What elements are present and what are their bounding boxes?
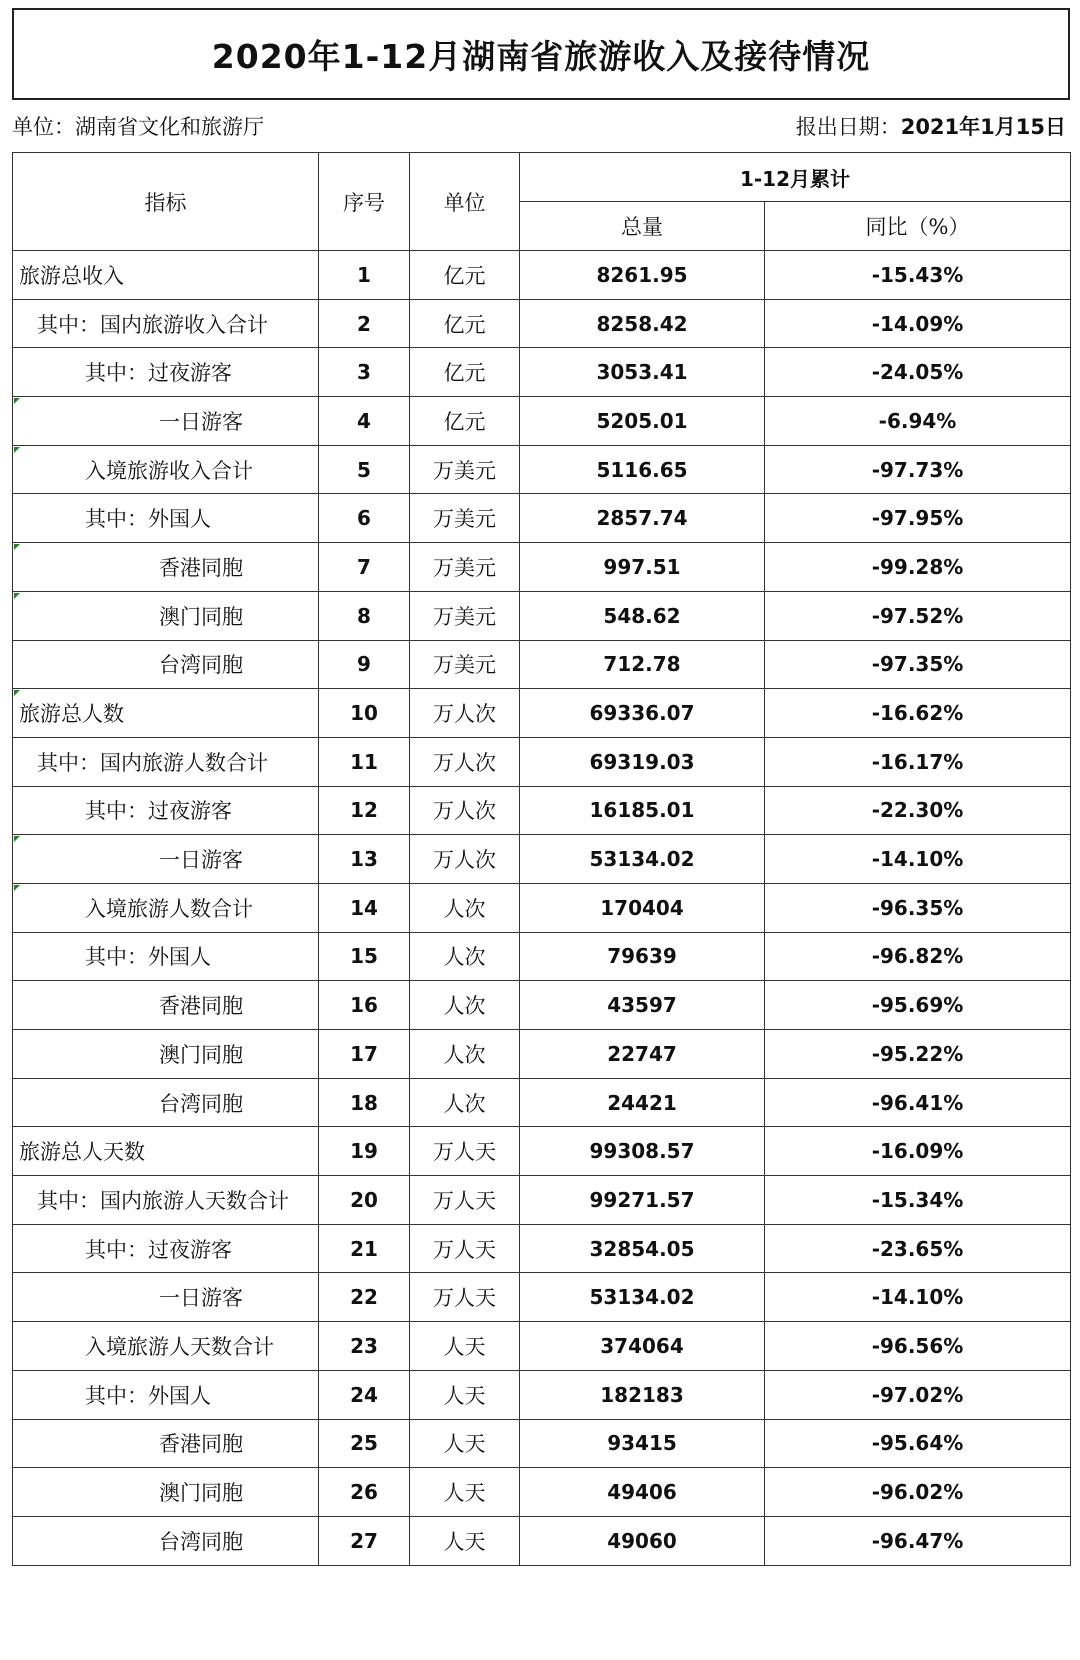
header-indicator: 指标 bbox=[13, 153, 319, 251]
report-date bbox=[796, 111, 1070, 141]
report-title: 2020年1-12月湖南省旅游收入及接待情况 bbox=[211, 36, 871, 76]
unit-cell: 万人次 bbox=[410, 835, 520, 884]
indicator-cell: 香港同胞 bbox=[13, 543, 319, 592]
yoy-cell: -97.02% bbox=[765, 1370, 1071, 1419]
seq-cell: 7 bbox=[319, 543, 410, 592]
yoy-cell: -6.94% bbox=[765, 397, 1071, 446]
total-cell: 2857.74 bbox=[520, 494, 765, 543]
indicator-cell: 其中：过夜游客 bbox=[13, 1224, 319, 1273]
seq-cell: 21 bbox=[319, 1224, 410, 1273]
indicator-cell: 其中：国内旅游人天数合计 bbox=[13, 1176, 319, 1225]
indicator-cell: 其中：过夜游客 bbox=[13, 348, 319, 397]
seq-cell: 24 bbox=[319, 1370, 410, 1419]
total-cell: 69336.07 bbox=[520, 689, 765, 738]
unit-cell: 亿元 bbox=[410, 397, 520, 446]
indicator-cell: 入境旅游收入合计 bbox=[13, 445, 319, 494]
indicator-cell: 其中：国内旅游人数合计 bbox=[13, 737, 319, 786]
report-sheet bbox=[12, 8, 1070, 1566]
total-cell: 99308.57 bbox=[520, 1127, 765, 1176]
table-row bbox=[13, 1273, 1071, 1322]
total-cell: 374064 bbox=[520, 1322, 765, 1371]
unit-cell: 人次 bbox=[410, 1030, 520, 1079]
indicator-cell: 旅游总收入 bbox=[13, 251, 319, 300]
header-row bbox=[13, 153, 1071, 202]
seq-cell: 22 bbox=[319, 1273, 410, 1322]
yoy-cell: -96.56% bbox=[765, 1322, 1071, 1371]
unit-cell: 人次 bbox=[410, 932, 520, 981]
unit-cell: 人天 bbox=[410, 1468, 520, 1517]
seq-cell: 15 bbox=[319, 932, 410, 981]
unit-cell: 人天 bbox=[410, 1419, 520, 1468]
unit-cell: 万美元 bbox=[410, 543, 520, 592]
indicator-cell: 澳门同胞 bbox=[13, 1468, 319, 1517]
indicator-cell: 香港同胞 bbox=[13, 1419, 319, 1468]
yoy-cell: -14.10% bbox=[765, 835, 1071, 884]
indicator-cell: 澳门同胞 bbox=[13, 591, 319, 640]
seq-cell: 6 bbox=[319, 494, 410, 543]
indicator-cell: 香港同胞 bbox=[13, 981, 319, 1030]
table-row bbox=[13, 932, 1071, 981]
seq-cell: 26 bbox=[319, 1468, 410, 1517]
table-row bbox=[13, 1370, 1071, 1419]
seq-cell: 18 bbox=[319, 1078, 410, 1127]
date-label: 报出日期： bbox=[795, 115, 901, 139]
yoy-cell: -97.52% bbox=[765, 591, 1071, 640]
report-title-box bbox=[12, 8, 1070, 98]
yoy-cell: -14.10% bbox=[765, 1273, 1071, 1322]
unit-cell: 人天 bbox=[410, 1322, 520, 1371]
yoy-cell: -96.41% bbox=[765, 1078, 1071, 1127]
total-cell: 16185.01 bbox=[520, 786, 765, 835]
unit-cell: 万美元 bbox=[410, 640, 520, 689]
yoy-cell: -96.47% bbox=[765, 1516, 1071, 1565]
total-cell: 8258.42 bbox=[520, 299, 765, 348]
indicator-cell: 台湾同胞 bbox=[13, 1078, 319, 1127]
total-cell: 32854.05 bbox=[520, 1224, 765, 1273]
table-row bbox=[13, 494, 1071, 543]
table-row bbox=[13, 397, 1071, 446]
seq-cell: 25 bbox=[319, 1419, 410, 1468]
header-total: 总量 bbox=[520, 202, 765, 251]
table-row bbox=[13, 640, 1071, 689]
total-cell: 53134.02 bbox=[520, 1273, 765, 1322]
unit-cell: 万美元 bbox=[410, 494, 520, 543]
seq-cell: 20 bbox=[319, 1176, 410, 1225]
yoy-cell: -97.73% bbox=[765, 445, 1071, 494]
table-row bbox=[13, 786, 1071, 835]
total-cell: 5116.65 bbox=[520, 445, 765, 494]
total-cell: 22747 bbox=[520, 1030, 765, 1079]
unit-cell: 万美元 bbox=[410, 591, 520, 640]
indicator-cell: 台湾同胞 bbox=[13, 1516, 319, 1565]
table-row bbox=[13, 1030, 1071, 1079]
seq-cell: 3 bbox=[319, 348, 410, 397]
seq-cell: 12 bbox=[319, 786, 410, 835]
total-cell: 49060 bbox=[520, 1516, 765, 1565]
total-cell: 53134.02 bbox=[520, 835, 765, 884]
total-cell: 997.51 bbox=[520, 543, 765, 592]
seq-cell: 4 bbox=[319, 397, 410, 446]
table-row bbox=[13, 543, 1071, 592]
indicator-cell: 澳门同胞 bbox=[13, 1030, 319, 1079]
yoy-cell: -96.35% bbox=[765, 883, 1071, 932]
unit-cell: 亿元 bbox=[410, 299, 520, 348]
table-row bbox=[13, 348, 1071, 397]
indicator-cell: 旅游总人数 bbox=[13, 689, 319, 738]
unit-cell: 万人天 bbox=[410, 1224, 520, 1273]
indicator-cell: 其中：外国人 bbox=[13, 494, 319, 543]
unit-cell: 人天 bbox=[410, 1516, 520, 1565]
total-cell: 182183 bbox=[520, 1370, 765, 1419]
yoy-cell: -96.02% bbox=[765, 1468, 1071, 1517]
seq-cell: 2 bbox=[319, 299, 410, 348]
unit-cell: 万人次 bbox=[410, 786, 520, 835]
total-cell: 3053.41 bbox=[520, 348, 765, 397]
table-row bbox=[13, 251, 1071, 300]
total-cell: 43597 bbox=[520, 981, 765, 1030]
yoy-cell: -16.62% bbox=[765, 689, 1071, 738]
unit-cell: 人次 bbox=[410, 883, 520, 932]
yoy-cell: -95.64% bbox=[765, 1419, 1071, 1468]
seq-cell: 10 bbox=[319, 689, 410, 738]
yoy-cell: -15.34% bbox=[765, 1176, 1071, 1225]
seq-cell: 14 bbox=[319, 883, 410, 932]
yoy-cell: -15.43% bbox=[765, 251, 1071, 300]
yoy-cell: -97.95% bbox=[765, 494, 1071, 543]
yoy-cell: -96.82% bbox=[765, 932, 1071, 981]
unit-cell: 万人天 bbox=[410, 1273, 520, 1322]
yoy-cell: -97.35% bbox=[765, 640, 1071, 689]
total-cell: 24421 bbox=[520, 1078, 765, 1127]
table-row bbox=[13, 689, 1071, 738]
header-unit: 单位 bbox=[410, 153, 520, 251]
yoy-cell: -23.65% bbox=[765, 1224, 1071, 1273]
total-cell: 49406 bbox=[520, 1468, 765, 1517]
yoy-cell: -95.22% bbox=[765, 1030, 1071, 1079]
table-row bbox=[13, 445, 1071, 494]
indicator-cell: 一日游客 bbox=[13, 397, 319, 446]
header-seq: 序号 bbox=[319, 153, 410, 251]
table-row bbox=[13, 591, 1071, 640]
indicator-cell: 入境旅游人数合计 bbox=[13, 883, 319, 932]
table-row bbox=[13, 1224, 1071, 1273]
unit-cell: 亿元 bbox=[410, 251, 520, 300]
yoy-cell: -99.28% bbox=[765, 543, 1071, 592]
unit-cell: 万人次 bbox=[410, 737, 520, 786]
yoy-cell: -95.69% bbox=[765, 981, 1071, 1030]
total-cell: 99271.57 bbox=[520, 1176, 765, 1225]
seq-cell: 17 bbox=[319, 1030, 410, 1079]
unit-cell: 万人天 bbox=[410, 1127, 520, 1176]
date-value: 2021年1月15日 bbox=[900, 115, 1066, 139]
table-row bbox=[13, 1322, 1071, 1371]
table-row bbox=[13, 883, 1071, 932]
indicator-cell: 其中：外国人 bbox=[13, 1370, 319, 1419]
indicator-cell: 一日游客 bbox=[13, 835, 319, 884]
unit-cell: 亿元 bbox=[410, 348, 520, 397]
seq-cell: 19 bbox=[319, 1127, 410, 1176]
unit-cell: 人天 bbox=[410, 1370, 520, 1419]
yoy-cell: -14.09% bbox=[765, 299, 1071, 348]
seq-cell: 11 bbox=[319, 737, 410, 786]
header-cumulative bbox=[520, 153, 1071, 202]
indicator-cell: 旅游总人天数 bbox=[13, 1127, 319, 1176]
yoy-cell: -16.09% bbox=[765, 1127, 1071, 1176]
table-body bbox=[13, 251, 1071, 1566]
indicator-cell: 其中：过夜游客 bbox=[13, 786, 319, 835]
table-row bbox=[13, 1078, 1071, 1127]
total-cell: 548.62 bbox=[520, 591, 765, 640]
yoy-cell: -16.17% bbox=[765, 737, 1071, 786]
table-row bbox=[13, 1176, 1071, 1225]
header-yoy: 同比（%） bbox=[765, 202, 1071, 251]
total-cell: 79639 bbox=[520, 932, 765, 981]
table-row bbox=[13, 981, 1071, 1030]
unit-cell: 万人天 bbox=[410, 1176, 520, 1225]
yoy-cell: -22.30% bbox=[765, 786, 1071, 835]
unit-cell: 人次 bbox=[410, 981, 520, 1030]
unit-cell: 万美元 bbox=[410, 445, 520, 494]
seq-cell: 5 bbox=[319, 445, 410, 494]
seq-cell: 27 bbox=[319, 1516, 410, 1565]
unit-cell: 万人次 bbox=[410, 689, 520, 738]
indicator-cell: 其中：国内旅游收入合计 bbox=[13, 299, 319, 348]
indicator-cell: 其中：外国人 bbox=[13, 932, 319, 981]
table-row bbox=[13, 737, 1071, 786]
seq-cell: 9 bbox=[319, 640, 410, 689]
table-row bbox=[13, 1468, 1071, 1517]
report-meta bbox=[12, 98, 1070, 152]
data-table bbox=[12, 152, 1071, 1566]
total-cell: 8261.95 bbox=[520, 251, 765, 300]
total-cell: 712.78 bbox=[520, 640, 765, 689]
table-row bbox=[13, 1419, 1071, 1468]
indicator-cell: 一日游客 bbox=[13, 1273, 319, 1322]
indicator-cell: 台湾同胞 bbox=[13, 640, 319, 689]
unit-label: 单位：湖南省文化和旅游厅 bbox=[12, 115, 264, 139]
seq-cell: 16 bbox=[319, 981, 410, 1030]
table-row bbox=[13, 1127, 1071, 1176]
seq-cell: 23 bbox=[319, 1322, 410, 1371]
yoy-cell: -24.05% bbox=[765, 348, 1071, 397]
total-cell: 93415 bbox=[520, 1419, 765, 1468]
unit-cell: 人次 bbox=[410, 1078, 520, 1127]
seq-cell: 13 bbox=[319, 835, 410, 884]
header-cumulative-label: 1-12月累计 bbox=[739, 166, 851, 191]
indicator-cell: 入境旅游人天数合计 bbox=[13, 1322, 319, 1371]
total-cell: 5205.01 bbox=[520, 397, 765, 446]
table-row bbox=[13, 1516, 1071, 1565]
seq-cell: 1 bbox=[319, 251, 410, 300]
total-cell: 69319.03 bbox=[520, 737, 765, 786]
total-cell: 170404 bbox=[520, 883, 765, 932]
table-row bbox=[13, 299, 1071, 348]
seq-cell: 8 bbox=[319, 591, 410, 640]
table-row bbox=[13, 835, 1071, 884]
